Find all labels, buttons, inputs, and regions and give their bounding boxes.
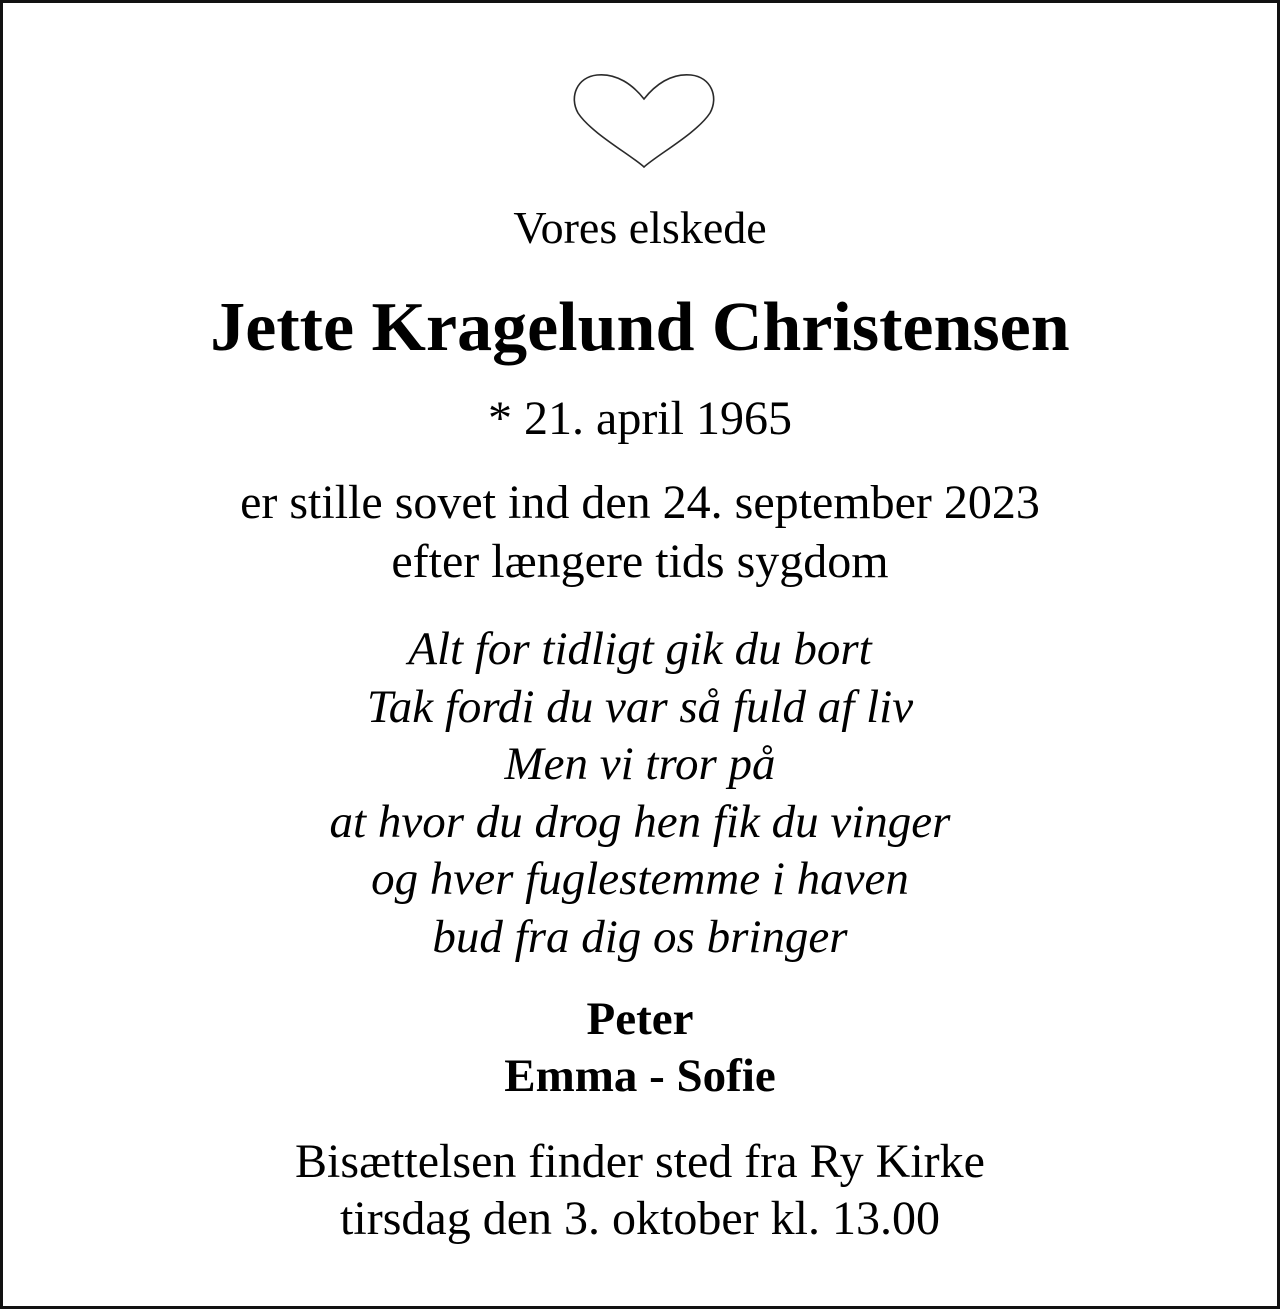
intro-text: Vores elskede bbox=[513, 202, 767, 253]
funeral-location: Bisættelsen finder sted fra Ry Kirke bbox=[295, 1135, 985, 1188]
funeral-time: tirsdag den 3. oktober kl. 13.00 bbox=[340, 1192, 940, 1245]
death-announcement: er stille sovet ind den 24. september 2023 bbox=[240, 476, 1040, 529]
memorial-verse bbox=[3, 621, 1277, 966]
deceased-name: Jette Kragelund Christensen bbox=[210, 289, 1070, 366]
verse-line: og hver fuglestemme i haven bbox=[371, 853, 909, 905]
heart-icon bbox=[571, 69, 717, 171]
verse-line: Tak fordi du var så fuld af liv bbox=[366, 680, 914, 733]
death-cause: efter længere tids sygdom bbox=[391, 535, 889, 588]
verse-line: Alt for tidligt gik du bort bbox=[408, 623, 872, 675]
family-signatures bbox=[3, 991, 1277, 1105]
verse-line: at hvor du drog hen fik du vinger bbox=[329, 795, 951, 848]
birth-date: * 21. april 1965 bbox=[488, 392, 792, 445]
family-member: Peter bbox=[586, 993, 694, 1045]
family-member: Emma - Sofie bbox=[504, 1050, 776, 1102]
funeral-details bbox=[3, 1133, 1277, 1247]
verse-line: bud fra dig os bringer bbox=[432, 910, 848, 963]
verse-line: Men vi tror på bbox=[504, 738, 776, 790]
